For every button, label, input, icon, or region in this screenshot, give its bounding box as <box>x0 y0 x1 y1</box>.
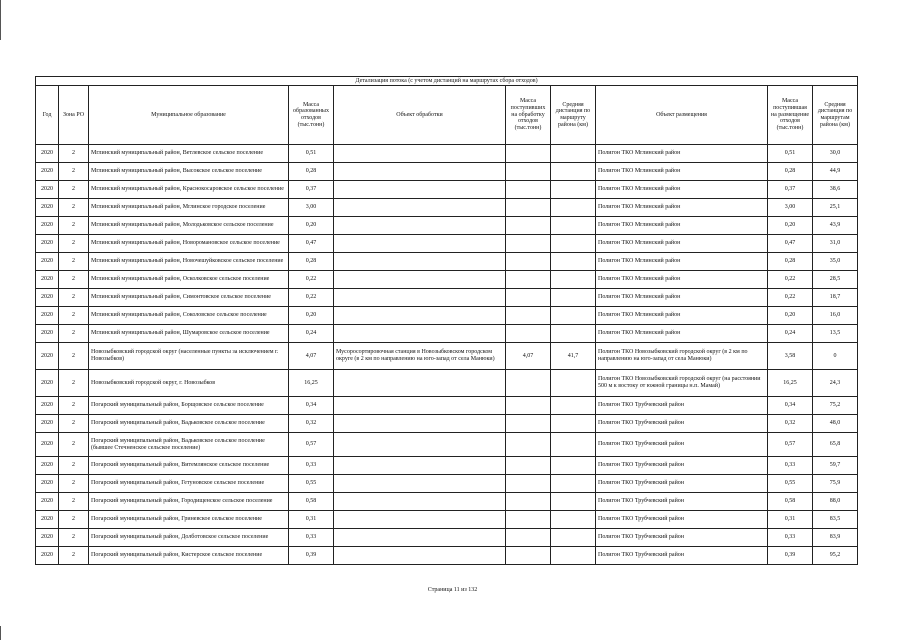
cell-avg-distance-placement: 95,2 <box>813 547 858 565</box>
cell-mass-processing <box>506 253 551 271</box>
table-row <box>36 271 858 289</box>
cell-year: 2020 <box>36 529 59 547</box>
table-row <box>36 415 858 433</box>
table-row <box>36 493 858 511</box>
table-row <box>36 433 858 457</box>
cell-avg-distance-processing <box>551 325 596 343</box>
cell-year: 2020 <box>36 307 59 325</box>
cell-municipality: Мглинский муниципальный район, Мглинское городское поселение <box>89 199 289 217</box>
table-row <box>36 547 858 565</box>
cell-avg-distance-processing <box>551 397 596 415</box>
cell-mass-generated: 0,20 <box>289 217 334 235</box>
cell-zone: 2 <box>59 475 89 493</box>
cell-mass-generated: 0,57 <box>289 433 334 457</box>
cell-municipality: Погарский муниципальный район, Витемлянское сельское поселение <box>89 457 289 475</box>
cell-municipality: Мглинский муниципальный район, Шумаровское сельское поселение <box>89 325 289 343</box>
cell-processing-object <box>334 475 506 493</box>
cell-zone: 2 <box>59 253 89 271</box>
table-row <box>36 325 858 343</box>
cell-mass-processing <box>506 475 551 493</box>
cell-avg-distance-placement: 43,9 <box>813 217 858 235</box>
header-mass-generated: Масса образованных отходов (тыс.тонн) <box>289 86 334 145</box>
cell-mass-generated: 0,22 <box>289 271 334 289</box>
cell-municipality: Мглинский муниципальный район, Осколковское сельское поселение <box>89 271 289 289</box>
cell-mass-generated: 0,58 <box>289 493 334 511</box>
cell-zone: 2 <box>59 343 89 370</box>
cell-year: 2020 <box>36 199 59 217</box>
cell-year: 2020 <box>36 397 59 415</box>
table-row <box>36 307 858 325</box>
table-row <box>36 529 858 547</box>
cell-year: 2020 <box>36 433 59 457</box>
cell-mass-generated: 0,39 <box>289 547 334 565</box>
cell-avg-distance-processing <box>551 457 596 475</box>
cell-mass-processing <box>506 397 551 415</box>
cell-placement-object: Полигон ТКО Мглинский район <box>596 289 768 307</box>
cell-mass-processing: 4,07 <box>506 343 551 370</box>
cell-mass-placement: 0,33 <box>768 457 813 475</box>
table-row <box>36 397 858 415</box>
table-row <box>36 511 858 529</box>
cell-zone: 2 <box>59 325 89 343</box>
cell-avg-distance-placement: 59,7 <box>813 457 858 475</box>
cell-mass-placement: 0,37 <box>768 181 813 199</box>
cell-placement-object: Полигон ТКО Мглинский район <box>596 325 768 343</box>
cell-municipality: Новозыбковский городской округ, г. Новозыбков <box>89 370 289 397</box>
header-municipality: Муниципальное образование <box>89 86 289 145</box>
cell-mass-generated: 0,20 <box>289 307 334 325</box>
cell-placement-object: Полигон ТКО Мглинский район <box>596 199 768 217</box>
cell-mass-generated: 0,28 <box>289 253 334 271</box>
cell-municipality: Мглинский муниципальный район, Соколовское сельское поселение <box>89 307 289 325</box>
cell-mass-generated: 0,28 <box>289 163 334 181</box>
cell-zone: 2 <box>59 370 89 397</box>
cell-mass-generated: 0,33 <box>289 457 334 475</box>
cell-avg-distance-placement: 0 <box>813 343 858 370</box>
cell-placement-object: Полигон ТКО Трубчевский район <box>596 511 768 529</box>
cell-mass-processing <box>506 433 551 457</box>
cell-zone: 2 <box>59 511 89 529</box>
cell-avg-distance-placement: 13,5 <box>813 325 858 343</box>
cell-mass-placement: 16,25 <box>768 370 813 397</box>
table-row <box>36 145 858 163</box>
cell-mass-generated: 0,51 <box>289 145 334 163</box>
cell-mass-placement: 3,00 <box>768 199 813 217</box>
cell-mass-processing <box>506 163 551 181</box>
cell-municipality: Погарский муниципальный район, Городищенское сельское поселение <box>89 493 289 511</box>
cell-mass-placement: 0,28 <box>768 163 813 181</box>
cell-processing-object <box>334 397 506 415</box>
cell-placement-object: Полигон ТКО Мглинский район <box>596 163 768 181</box>
cell-zone: 2 <box>59 199 89 217</box>
cell-avg-distance-placement: 35,0 <box>813 253 858 271</box>
cell-year: 2020 <box>36 145 59 163</box>
cell-mass-generated: 0,55 <box>289 475 334 493</box>
cell-municipality: Мглинский муниципальный район, Молодьковское сельское поселение <box>89 217 289 235</box>
cell-processing-object <box>334 457 506 475</box>
cell-year: 2020 <box>36 415 59 433</box>
cell-placement-object: Полигон ТКО Новозыбковский городской округ (в 2 км по направлению на юго-запад от села Манюки) <box>596 343 768 370</box>
cell-zone: 2 <box>59 457 89 475</box>
cell-mass-processing <box>506 217 551 235</box>
header-placement-object: Объект размещения <box>596 86 768 145</box>
table-row <box>36 235 858 253</box>
cell-mass-processing <box>506 145 551 163</box>
cell-municipality: Погарский муниципальный район, Долботовское сельское поселение <box>89 529 289 547</box>
cell-placement-object: Полигон ТКО Трубчевский район <box>596 493 768 511</box>
cell-mass-processing <box>506 529 551 547</box>
cell-placement-object: Полигон ТКО Мглинский район <box>596 181 768 199</box>
table-row <box>36 253 858 271</box>
cell-avg-distance-processing <box>551 181 596 199</box>
header-avg-distance-placement: Средняя дистанция по маршрутам района (км) <box>813 86 858 145</box>
cell-avg-distance-placement: 38,6 <box>813 181 858 199</box>
cell-mass-generated: 4,07 <box>289 343 334 370</box>
cell-placement-object: Полигон ТКО Трубчевский район <box>596 529 768 547</box>
cell-mass-generated: 0,31 <box>289 511 334 529</box>
cell-avg-distance-placement: 18,7 <box>813 289 858 307</box>
cell-mass-generated: 0,32 <box>289 415 334 433</box>
table-row <box>36 217 858 235</box>
cell-municipality: Новозыбковский городской округ (населенные пункты за исключением г. Новозыбков) <box>89 343 289 370</box>
cell-municipality: Погарский муниципальный район, Вадьковское сельское поселение (бывшее Стечненское сельское поселение) <box>89 433 289 457</box>
cell-avg-distance-processing <box>551 217 596 235</box>
cell-mass-placement: 0,20 <box>768 217 813 235</box>
cell-mass-generated: 0,33 <box>289 529 334 547</box>
cell-zone: 2 <box>59 307 89 325</box>
cell-mass-processing <box>506 199 551 217</box>
cell-mass-placement: 0,58 <box>768 493 813 511</box>
cell-year: 2020 <box>36 370 59 397</box>
cell-avg-distance-placement: 83,9 <box>813 529 858 547</box>
cell-avg-distance-processing <box>551 370 596 397</box>
cell-year: 2020 <box>36 457 59 475</box>
cell-mass-generated: 0,37 <box>289 181 334 199</box>
cell-placement-object: Полигон ТКО Трубчевский район <box>596 397 768 415</box>
scan-edge-mark-top <box>0 0 1 40</box>
cell-municipality: Мглинский муниципальный район, Краснокосаровское сельское поселение <box>89 181 289 199</box>
table-body <box>36 145 858 565</box>
cell-mass-generated: 0,47 <box>289 235 334 253</box>
cell-avg-distance-placement: 24,3 <box>813 370 858 397</box>
cell-mass-generated: 3,00 <box>289 199 334 217</box>
cell-zone: 2 <box>59 235 89 253</box>
cell-mass-placement: 0,28 <box>768 253 813 271</box>
cell-mass-generated: 0,24 <box>289 325 334 343</box>
cell-zone: 2 <box>59 217 89 235</box>
cell-mass-placement: 3,58 <box>768 343 813 370</box>
cell-year: 2020 <box>36 271 59 289</box>
cell-placement-object: Полигон ТКО Мглинский район <box>596 145 768 163</box>
header-avg-distance-processing: Средняя дистанция по маршруту района (км) <box>551 86 596 145</box>
cell-processing-object <box>334 415 506 433</box>
cell-processing-object <box>334 289 506 307</box>
cell-avg-distance-placement: 16,0 <box>813 307 858 325</box>
header-mass-processing: Масса поступивших на обработку отходов (тыс.тонн) <box>506 86 551 145</box>
cell-municipality: Мглинский муниципальный район, Новочешуйковское сельское поселение <box>89 253 289 271</box>
cell-avg-distance-placement: 30,0 <box>813 145 858 163</box>
cell-mass-placement: 0,39 <box>768 547 813 565</box>
table-row <box>36 343 858 370</box>
table-row <box>36 181 858 199</box>
cell-zone: 2 <box>59 289 89 307</box>
cell-mass-processing <box>506 181 551 199</box>
cell-zone: 2 <box>59 397 89 415</box>
cell-year: 2020 <box>36 163 59 181</box>
table-title: Детализация потока (с учетом дистанций на маршрутах сбора отходов) <box>36 77 858 86</box>
page-number: Страница 11 из 132 <box>427 587 478 593</box>
cell-zone: 2 <box>59 271 89 289</box>
cell-avg-distance-placement: 83,5 <box>813 511 858 529</box>
table-row <box>36 199 858 217</box>
cell-processing-object <box>334 547 506 565</box>
cell-year: 2020 <box>36 325 59 343</box>
cell-placement-object: Полигон ТКО Мглинский район <box>596 253 768 271</box>
cell-processing-object <box>334 529 506 547</box>
cell-processing-object <box>334 511 506 529</box>
cell-year: 2020 <box>36 511 59 529</box>
cell-avg-distance-processing <box>551 493 596 511</box>
cell-municipality: Погарский муниципальный район, Борщовское сельское поселение <box>89 397 289 415</box>
cell-municipality: Погарский муниципальный район, Вадьковское сельское поселение <box>89 415 289 433</box>
scan-edge-mark-bottom <box>0 626 1 640</box>
cell-processing-object: Мусоросортировочная станция в Новозыбковском городском округе (в 2 км по направлению на юго-запад от села Манюки) <box>334 343 506 370</box>
cell-mass-processing <box>506 493 551 511</box>
cell-mass-placement: 0,57 <box>768 433 813 457</box>
cell-placement-object: Полигон ТКО Мглинский район <box>596 271 768 289</box>
cell-mass-placement: 0,31 <box>768 511 813 529</box>
header-zone: Зона РО <box>59 86 89 145</box>
cell-mass-processing <box>506 289 551 307</box>
table-row <box>36 475 858 493</box>
cell-processing-object <box>334 199 506 217</box>
cell-processing-object <box>334 145 506 163</box>
cell-zone: 2 <box>59 181 89 199</box>
cell-processing-object <box>334 181 506 199</box>
cell-year: 2020 <box>36 235 59 253</box>
cell-avg-distance-processing <box>551 307 596 325</box>
cell-mass-processing <box>506 307 551 325</box>
cell-zone: 2 <box>59 547 89 565</box>
cell-year: 2020 <box>36 343 59 370</box>
cell-processing-object <box>334 493 506 511</box>
cell-processing-object <box>334 370 506 397</box>
header-processing-object: Объект обработки <box>334 86 506 145</box>
cell-avg-distance-processing <box>551 235 596 253</box>
cell-year: 2020 <box>36 289 59 307</box>
header-mass-placement: Масса поступившая на размещение отходов (тыс.тонн) <box>768 86 813 145</box>
cell-mass-placement: 0,33 <box>768 529 813 547</box>
cell-placement-object: Полигон ТКО Новозыбковский городской округ (на расстоянии 500 м к востоку от южной границы н.п. Мамай) <box>596 370 768 397</box>
cell-avg-distance-placement: 25,1 <box>813 199 858 217</box>
cell-mass-placement: 0,22 <box>768 289 813 307</box>
cell-mass-processing <box>506 511 551 529</box>
cell-avg-distance-processing <box>551 271 596 289</box>
table-row <box>36 289 858 307</box>
cell-municipality: Мглинский муниципальный район, Симонтовское сельское поселение <box>89 289 289 307</box>
cell-mass-placement: 0,20 <box>768 307 813 325</box>
cell-mass-placement: 0,34 <box>768 397 813 415</box>
cell-avg-distance-processing <box>551 529 596 547</box>
cell-processing-object <box>334 163 506 181</box>
cell-placement-object: Полигон ТКО Мглинский район <box>596 307 768 325</box>
cell-avg-distance-processing <box>551 511 596 529</box>
cell-placement-object: Полигон ТКО Трубчевский район <box>596 547 768 565</box>
cell-municipality: Погарский муниципальный район, Гриневское сельское поселение <box>89 511 289 529</box>
cell-avg-distance-processing <box>551 289 596 307</box>
cell-mass-processing <box>506 415 551 433</box>
cell-mass-placement: 0,51 <box>768 145 813 163</box>
cell-placement-object: Полигон ТКО Трубчевский район <box>596 433 768 457</box>
cell-mass-placement: 0,22 <box>768 271 813 289</box>
cell-zone: 2 <box>59 163 89 181</box>
cell-processing-object <box>334 235 506 253</box>
cell-avg-distance-placement: 75,9 <box>813 475 858 493</box>
cell-zone: 2 <box>59 529 89 547</box>
cell-avg-distance-processing <box>551 547 596 565</box>
cell-mass-placement: 0,55 <box>768 475 813 493</box>
cell-year: 2020 <box>36 217 59 235</box>
cell-placement-object: Полигон ТКО Мглинский район <box>596 235 768 253</box>
waste-flow-table <box>35 76 858 565</box>
header-year: Год <box>36 86 59 145</box>
cell-processing-object <box>334 253 506 271</box>
cell-mass-generated: 0,22 <box>289 289 334 307</box>
cell-avg-distance-placement: 65,8 <box>813 433 858 457</box>
cell-mass-processing <box>506 370 551 397</box>
cell-avg-distance-processing <box>551 145 596 163</box>
cell-mass-processing <box>506 271 551 289</box>
cell-mass-generated: 16,25 <box>289 370 334 397</box>
cell-zone: 2 <box>59 433 89 457</box>
cell-avg-distance-placement: 48,0 <box>813 415 858 433</box>
cell-processing-object <box>334 433 506 457</box>
cell-processing-object <box>334 307 506 325</box>
cell-mass-placement: 0,24 <box>768 325 813 343</box>
cell-placement-object: Полигон ТКО Трубчевский район <box>596 415 768 433</box>
cell-placement-object: Полигон ТКО Трубчевский район <box>596 475 768 493</box>
cell-avg-distance-processing: 41,7 <box>551 343 596 370</box>
cell-processing-object <box>334 325 506 343</box>
cell-municipality: Погарский муниципальный район, Кистерское сельское поселение <box>89 547 289 565</box>
cell-mass-generated: 0,34 <box>289 397 334 415</box>
cell-avg-distance-processing <box>551 253 596 271</box>
cell-avg-distance-processing <box>551 475 596 493</box>
cell-municipality: Мглинский муниципальный район, Ветлевское сельское поселение <box>89 145 289 163</box>
cell-mass-placement: 0,47 <box>768 235 813 253</box>
cell-mass-processing <box>506 235 551 253</box>
cell-placement-object: Полигон ТКО Мглинский район <box>596 217 768 235</box>
cell-avg-distance-placement: 44,9 <box>813 163 858 181</box>
cell-mass-processing <box>506 547 551 565</box>
cell-processing-object <box>334 271 506 289</box>
cell-avg-distance-placement: 88,0 <box>813 493 858 511</box>
cell-year: 2020 <box>36 475 59 493</box>
table-row <box>36 457 858 475</box>
cell-avg-distance-processing <box>551 433 596 457</box>
cell-mass-processing <box>506 457 551 475</box>
cell-year: 2020 <box>36 547 59 565</box>
cell-mass-placement: 0,32 <box>768 415 813 433</box>
cell-year: 2020 <box>36 181 59 199</box>
cell-avg-distance-placement: 28,5 <box>813 271 858 289</box>
cell-placement-object: Полигон ТКО Трубчевский район <box>596 457 768 475</box>
cell-zone: 2 <box>59 415 89 433</box>
table-row <box>36 370 858 397</box>
table-row <box>36 163 858 181</box>
cell-avg-distance-processing <box>551 199 596 217</box>
cell-year: 2020 <box>36 493 59 511</box>
cell-mass-processing <box>506 325 551 343</box>
cell-avg-distance-placement: 75,2 <box>813 397 858 415</box>
cell-year: 2020 <box>36 253 59 271</box>
cell-avg-distance-processing <box>551 163 596 181</box>
cell-zone: 2 <box>59 493 89 511</box>
cell-municipality: Мглинский муниципальный район, Высокское сельское поселение <box>89 163 289 181</box>
cell-zone: 2 <box>59 145 89 163</box>
cell-municipality: Мглинский муниципальный район, Новоромановское сельское поселение <box>89 235 289 253</box>
cell-avg-distance-processing <box>551 415 596 433</box>
cell-avg-distance-placement: 31,0 <box>813 235 858 253</box>
cell-municipality: Погарский муниципальный район, Гетуновское сельское поселение <box>89 475 289 493</box>
cell-processing-object <box>334 217 506 235</box>
